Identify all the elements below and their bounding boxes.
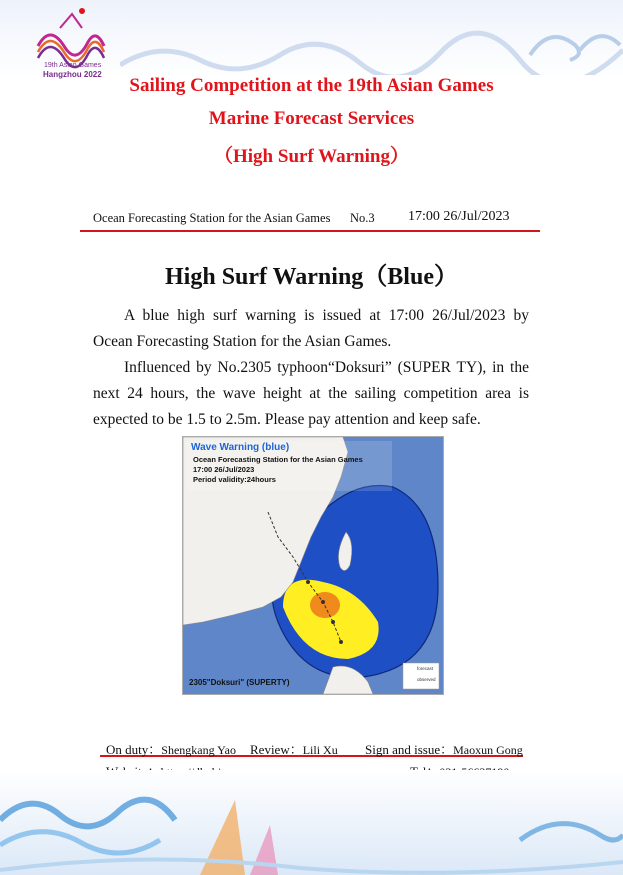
logo-caption-line1: 19th Asian Games: [44, 62, 102, 69]
legend-forecast: forecast: [417, 666, 434, 671]
on-duty-label: On duty：: [106, 742, 162, 757]
sign-label: Sign and issue：: [365, 742, 454, 757]
map-datetime: 17:00 26/Jul/2023: [193, 465, 255, 474]
review-label: Review：: [250, 742, 303, 757]
on-duty-name: Shengkang Yao: [161, 743, 236, 757]
paragraph-2: Influenced by No.2305 typhoon“Doksuri” (SUPER TY), in the next 24 hours, the wave height at the sailing competition area is expected to be 1.5 to 2.5m. Please pay attention and keep safe.: [93, 359, 529, 428]
title-line-3: （High Surf Warning）: [214, 146, 409, 167]
paragraph-1: A blue high surf warning is issued at 17:00 26/Jul/2023 by Ocean Forecasting Station for the Asian Games.: [93, 307, 529, 350]
wave-decoration-top: [120, 25, 623, 75]
title-line-2: Marine Forecast Services: [208, 108, 415, 129]
on-duty: [106, 739, 236, 758]
issuing-station: Ocean Forecasting Station for the Asian Games: [93, 211, 331, 225]
map-station: Ocean Forecasting Station for the Asian Games: [193, 455, 363, 464]
logo-caption-line2: Hangzhou 2022: [43, 70, 102, 79]
sign-name: Maoxun Gong: [453, 743, 523, 757]
map-title: Wave Warning (blue): [191, 442, 290, 453]
sign-and-issue: [365, 739, 523, 758]
map-typhoon-label: 2305"Doksuri" (SUPERTY): [189, 678, 290, 687]
header-divider: [80, 230, 540, 232]
legend-observed: observed: [417, 677, 436, 682]
title-line-1: Sailing Competition at the 19th Asian Games: [129, 75, 494, 96]
wave-decoration-bottom: [0, 780, 623, 875]
issue-datetime: 17:00 26/Jul/2023: [408, 209, 510, 224]
review-name: Lili Xu: [302, 743, 338, 757]
review: [250, 739, 338, 758]
map-validity: Period validity:24hours: [193, 475, 276, 484]
warning-heading: High Surf Warning（Blue）: [165, 264, 458, 290]
wave-warning-map: [182, 436, 444, 695]
issue-number: No.3: [350, 211, 375, 225]
